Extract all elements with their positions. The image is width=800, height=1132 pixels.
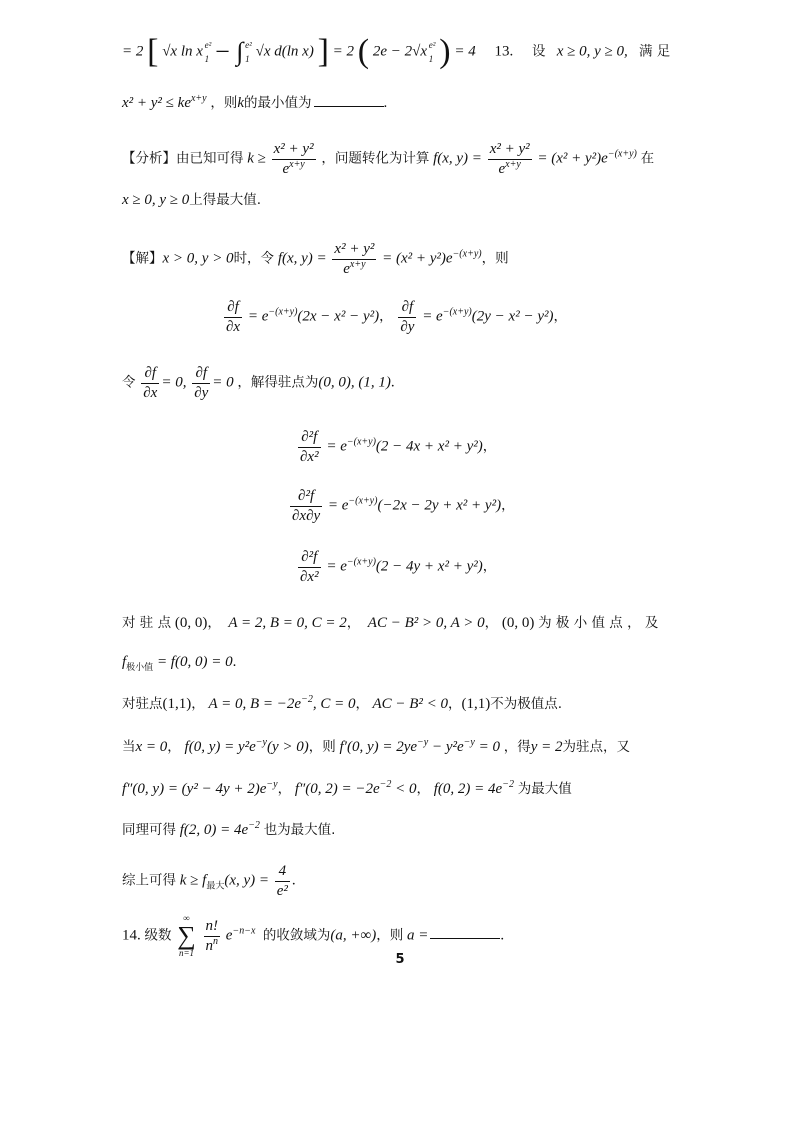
subscript: 最大 (206, 881, 225, 892)
body-text: 为 极 小 值 点 ， 及 (538, 615, 659, 631)
formula-text: f(0, y) = y²e (184, 739, 256, 755)
formula-text: f(0, 2) = 4e (433, 781, 503, 797)
period: . (390, 374, 395, 391)
formula-text: x² + y² ≤ ke (122, 95, 191, 111)
body-text: 为最大值 (517, 781, 572, 797)
formula-text: = e (326, 558, 347, 575)
separator: ， (484, 615, 499, 631)
exponent: −y (266, 779, 278, 790)
fraction: $\frac{\text{x² + y²}}{e^{x+y}}$ (273, 141, 314, 177)
formula-text: x > 0, y > 0 (162, 250, 234, 267)
separator: ， (416, 781, 431, 797)
formula-text: (2y − x² − y²) (471, 308, 554, 325)
formula-text: = 2 (332, 43, 355, 60)
line-11 (122, 616, 658, 631)
partial-fx: $\frac{\partial f}{\partial x}$ (143, 365, 158, 401)
formula-text: k ≥ f (179, 872, 207, 889)
formula-text: y = 2 (530, 739, 563, 755)
formula-text: = 2 (122, 43, 144, 60)
line-6 (222, 298, 567, 337)
formula-text: = 0, (161, 374, 187, 391)
eval-limits: e² 1 (428, 40, 436, 64)
formula-text: f′(0, y) = 2ye (339, 739, 418, 755)
exponent: −(x+y) (607, 148, 637, 160)
formula-text: √x ln x (162, 43, 203, 60)
exponent: −2 (248, 820, 260, 831)
formula-text: = e (326, 438, 347, 455)
body-text: ，问题转化为计算 (321, 150, 430, 167)
analysis-tag: 【分析】 (122, 150, 176, 167)
body-text: 级数 (144, 927, 172, 944)
body-text: ，则 (376, 927, 404, 944)
separator: ， (501, 497, 515, 514)
page-number: 5 (395, 952, 405, 967)
formula-text: = 4 (454, 43, 476, 60)
left-bracket: [ (147, 33, 159, 70)
body-text: 对 驻 点 (122, 615, 172, 631)
exponent: −(x+y) (452, 248, 482, 260)
partial-fy: $\frac{\partial f}{\partial y}$ (400, 299, 415, 335)
line-17 (122, 862, 296, 901)
exponent: x+y (190, 93, 207, 104)
formula-text: k ≥ (247, 150, 266, 167)
separator: ， (191, 696, 205, 712)
line-16 (122, 820, 336, 838)
line-14 (122, 737, 631, 755)
question-number: 14. (122, 927, 141, 944)
formula-text: , C = 0 (312, 696, 356, 712)
formula-text: = 0 (474, 739, 500, 755)
body-text: ，得 (503, 739, 531, 755)
formula-text: 2e − 2√x (372, 43, 428, 60)
separator: ， (167, 739, 181, 755)
formula-text: f(x, y) = (277, 250, 327, 267)
formula-text: k (237, 95, 245, 111)
formula-text: x = 0 (135, 739, 168, 755)
formula-text: (a, +∞) (330, 927, 377, 944)
exponent: −n−x (232, 925, 256, 937)
solution-tag: 【解】 (122, 250, 163, 267)
fraction: $\frac{\text{x² + y²}}{e^{x+y}}$ (334, 241, 375, 277)
formula-text: f(2, 0) = 4e (179, 822, 249, 838)
line-10 (296, 548, 496, 587)
period: . (383, 95, 388, 111)
body-text: ，则 (210, 95, 238, 111)
fraction: $\frac{4}{\text{e²}}$ (276, 863, 288, 899)
answer-blank (314, 92, 384, 107)
line-7 (122, 364, 395, 403)
line-1 (122, 33, 671, 70)
body-text: 综上可得 (122, 872, 176, 889)
formula-text: = e (422, 308, 443, 325)
question-number: 13. (494, 43, 514, 60)
integral-limits: e² 1 (245, 40, 252, 64)
summation: ∞ ∑ n=1 (177, 913, 196, 958)
exponent: −(x+y) (346, 556, 376, 568)
body-text: 当 (122, 739, 136, 755)
body-text: 同理可得 (122, 822, 176, 838)
formula-text: f (122, 654, 127, 670)
line-9 (288, 487, 515, 526)
formula-text: A = 0, B = −2e (208, 696, 302, 712)
separator: ， (277, 781, 292, 797)
line-2 (122, 92, 387, 111)
formula-text: (0, 0) (501, 615, 535, 631)
formula-text: = (x² + y²)e (382, 250, 453, 267)
body-text: ，则 (481, 250, 509, 267)
formula-text: (0, 0) (174, 615, 208, 631)
body-text: 为驻点，又 (562, 739, 631, 755)
separator: ， (346, 615, 361, 631)
line-4 (122, 193, 261, 208)
body-text: 也为最大值. (263, 822, 336, 838)
formula-text: = f(0, 0) = 0 (156, 654, 233, 670)
formula-text: (x, y) = (224, 872, 270, 889)
fraction: $\frac{\text{x² + y²}}{e^{x+y}}$ (489, 141, 530, 177)
separator: ， (482, 558, 497, 575)
second-partial-xy: $\frac{\text{∂²f}}{\partial x\partial y}$ (292, 488, 321, 524)
body-text: 设 (531, 43, 546, 60)
line-13 (122, 694, 563, 712)
period: . (500, 927, 505, 944)
formula-text: = e (327, 497, 349, 514)
body-text: 在 (640, 150, 655, 167)
left-paren: ( (357, 33, 370, 70)
answer-blank (430, 924, 500, 939)
formula-text: (1,1) (461, 696, 491, 712)
formula-text: a = (406, 927, 429, 944)
right-paren: ) (439, 33, 451, 70)
separator: ， (355, 696, 369, 712)
formula-text: (2 − 4y + x² + y²) (375, 558, 483, 575)
formula-text: < 0 (391, 781, 417, 797)
separator: ， (379, 308, 393, 325)
body-text: 不为极值点. (490, 696, 563, 712)
body-text: ，则 (308, 739, 336, 755)
formula-text: f(x, y) = (433, 150, 482, 167)
formula-text: A = 2, B = 0, C = 2 (228, 615, 347, 631)
body-text: 由已知可得 (176, 150, 244, 167)
second-partial-xx: $\frac{\text{∂²f}}{\text{∂x²}}$ (300, 429, 319, 465)
fraction: $\frac{n!}{n^n}$ (205, 917, 219, 954)
second-partial-yy: $\frac{\text{∂²f}}{\text{∂x²}}$ (300, 549, 319, 585)
body-text: 的收敛域为 (262, 927, 331, 944)
formula-text: = (x² + y²)e (537, 150, 608, 167)
formula-text: (2x − x² − y²) (297, 308, 380, 325)
exponent: −(x+y) (346, 436, 376, 448)
formula-text: x ≥ 0, y ≥ 0 (122, 192, 190, 208)
partial-fy: $\frac{\partial f}{\partial y}$ (194, 365, 209, 401)
integral-sign: − ∫ (215, 37, 244, 66)
formula-text: = e (247, 308, 269, 325)
exponent: −y (417, 737, 429, 748)
line-15 (122, 779, 572, 797)
formula-text: (2 − 4x + x² + y²) (375, 438, 483, 455)
formula-text: (1,1) (162, 696, 192, 712)
formula-text: (−2x − 2y + x² + y²) (377, 497, 502, 514)
exponent: −y (255, 737, 267, 748)
body-text: 令 (122, 374, 136, 391)
partial-fx: $\frac{\partial f}{\partial x}$ (226, 299, 241, 335)
body-text: 的最小值为 (244, 95, 312, 111)
formula-text: − y²e (428, 739, 464, 755)
formula-text: (0, 0), (1, 1) (318, 374, 391, 391)
period: . (291, 872, 296, 889)
body-text: 上得最大值. (189, 192, 262, 208)
right-bracket: ] (317, 33, 329, 70)
line-5 (122, 240, 509, 279)
exponent: −(x+y) (442, 306, 472, 318)
period: . (232, 654, 237, 670)
exponent: −y (463, 737, 475, 748)
separator: ， (207, 615, 221, 631)
formula-text: e (225, 927, 233, 944)
line-8 (296, 428, 496, 467)
formula-text: √x d(ln x) (255, 43, 314, 60)
separator: ， (553, 308, 567, 325)
separator: ， (448, 696, 462, 712)
line-3 (122, 140, 654, 179)
exponent: −2 (301, 694, 313, 705)
body-text: 时，令 (233, 250, 275, 267)
formula-text: = 0 (212, 374, 234, 391)
exponent: −2 (502, 779, 514, 790)
exponent: −(x+y) (348, 495, 378, 507)
formula-text: f″(0, y) = (y² − 4y + 2)e (122, 781, 267, 797)
formula-text: AC − B² > 0, A > 0 (367, 615, 485, 631)
separator: ， (482, 438, 497, 455)
formula-text: f″(0, 2) = −2e (294, 781, 380, 797)
exponent: −(x+y) (268, 306, 298, 318)
body-text: 满 足 (638, 43, 671, 60)
exponent: −2 (379, 779, 392, 790)
subscript: 极小值 (126, 663, 154, 673)
eval-limits: e² 1 (204, 40, 212, 64)
body-text: ，解得驻点为 (237, 374, 319, 391)
formula-text: x ≥ 0, y ≥ 0, (556, 43, 628, 60)
formula-text: (y > 0) (266, 739, 309, 755)
body-text: 对驻点 (122, 696, 163, 712)
line-12 (122, 654, 237, 673)
formula-text: AC − B² < 0 (372, 696, 449, 712)
